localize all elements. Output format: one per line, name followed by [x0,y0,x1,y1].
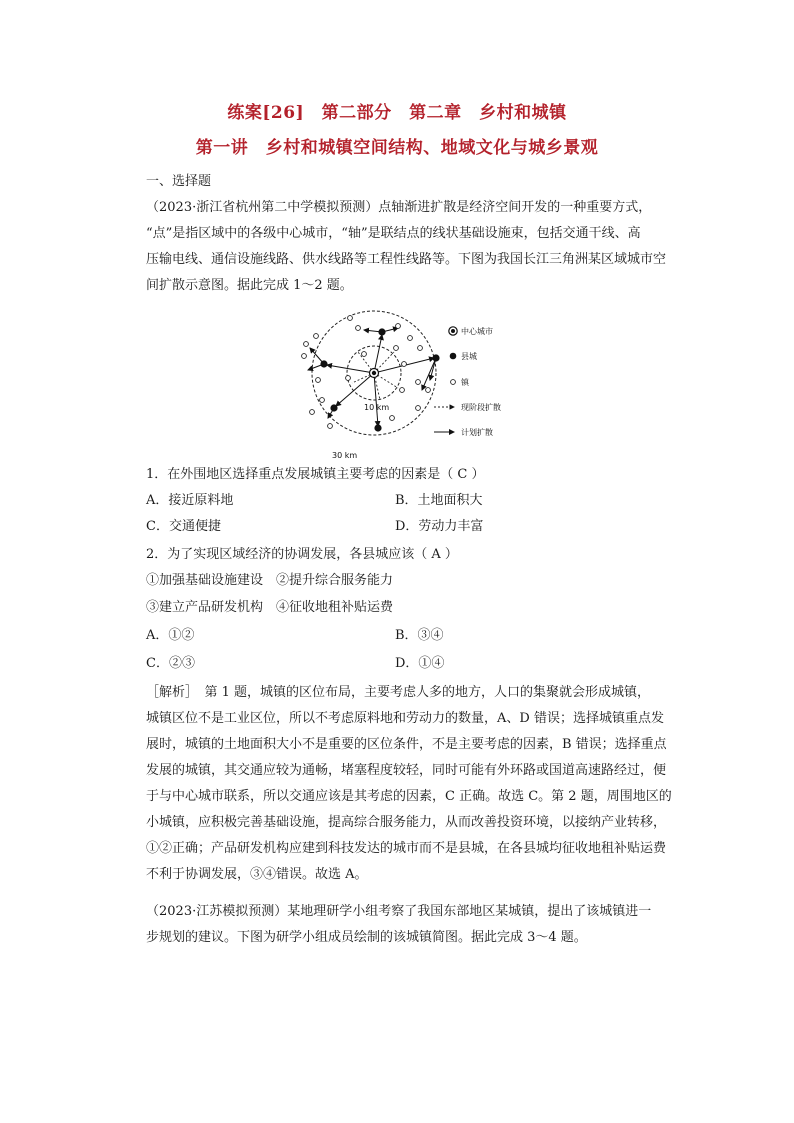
analysis-line: 展时，城镇的土地面积大小不是重要的区位条件，不是主要考虑的因素，B 错误；选择重点 [146,737,667,752]
legend-center-city: 中心城市 [461,327,493,336]
analysis-line: 小城镇，应积极完善基础设施，提高综合服务能力，从而改善投资环境，以接纳产业转移， [146,815,667,830]
lecture-title: 第一讲 乡村和城镇空间结构、地域文化与城乡景观 [195,138,599,158]
q1-stem: 1．在外围地区选择重点发展城镇主要考虑的因素是（ C ） [146,467,485,482]
intro-line: （2023·浙江省杭州第二中学模拟预测）点轴渐进扩散是经济空间开发的一种重要方式， [146,200,652,215]
analysis-line: 不利于协调发展，③④错误。故选 A。 [146,867,368,882]
label-10km: 10 km [364,403,390,412]
analysis-line: ①②正确；产品研发机构应建到科技发达的城市而不是县城，在各县城均征收地租补贴运费 [146,841,667,856]
q2-option-b: B．③④ [395,628,444,643]
city-expansion-diagram [298,308,520,464]
legend-county-icon [450,353,457,360]
q2-option-a: A．①② [146,628,195,643]
legend [434,326,501,437]
q1-option-b: B．土地面积大 [395,493,483,508]
q1-option-d: D．劳动力丰富 [395,519,484,534]
intro2-line: 步规划的建议。下图为研学小组成员绘制的该城镇简图。据此完成 3～4 题。 [146,930,587,945]
q1-option-a: A．接近原料地 [146,493,234,508]
q2-stem: 2．为了实现区域经济的协调发展，各县城应该（ A ） [146,547,458,562]
analysis-line: 于与中心城市联系，所以交通应该是其考虑的因素，C 正确。故选 C。第 2 题，周围地区的 [146,789,672,804]
section-heading: 一、选择题 [146,174,212,189]
intro2-line: （2023·江苏模拟预测）某地理研学小组考察了我国东部地区某城镇，提出了该城镇进一 [146,904,652,919]
legend-town: 镇 [461,378,469,387]
intro-line: 压输电线、通信设施线路、供水线路等工程性线路等。下图为我国长江三角洲某区域城市空 [146,252,667,267]
q2-option-d: D．①④ [395,656,445,671]
analysis-line: 城镇区位不是工业区位，所以不考虑原料地和劳动力的数量，A、D 错误；选择城镇重点发 [146,711,664,726]
q2-items-line2: ③建立产品研发机构 ④征收地租补贴运费 [146,600,394,615]
intro-line: “点”是指区域中的各级中心城市，“轴”是联结点的线状基础设施束，包括交通干线、高 [146,226,641,241]
analysis-line: 发展的城镇，其交通应较为通畅，堵塞程度较轻，同时可能有外环路或国道高速路经过，便 [146,763,667,778]
analysis-line: ［解析］ 第 1 题，城镇的区位布局，主要考虑人多的地方，人口的集聚就会形成城镇， [146,685,651,700]
legend-county: 县城 [461,352,477,361]
label-30km: 30 km [332,451,358,460]
legend-current: 现阶段扩散 [461,403,501,412]
legend-planned: 计划扩散 [461,428,493,437]
q2-items-line1: ①加强基础设施建设 ②提升综合服务能力 [146,573,394,588]
page-title: 练案[26] 第二部分 第二章 乡村和城镇 [227,103,567,123]
intro-line: 间扩散示意图。据此完成 1～2 题。 [146,278,353,293]
q2-option-c: C．②③ [146,656,195,671]
legend-town-icon [451,380,456,385]
q1-option-c: C．交通便捷 [146,519,221,534]
diagram-svg [298,308,520,464]
